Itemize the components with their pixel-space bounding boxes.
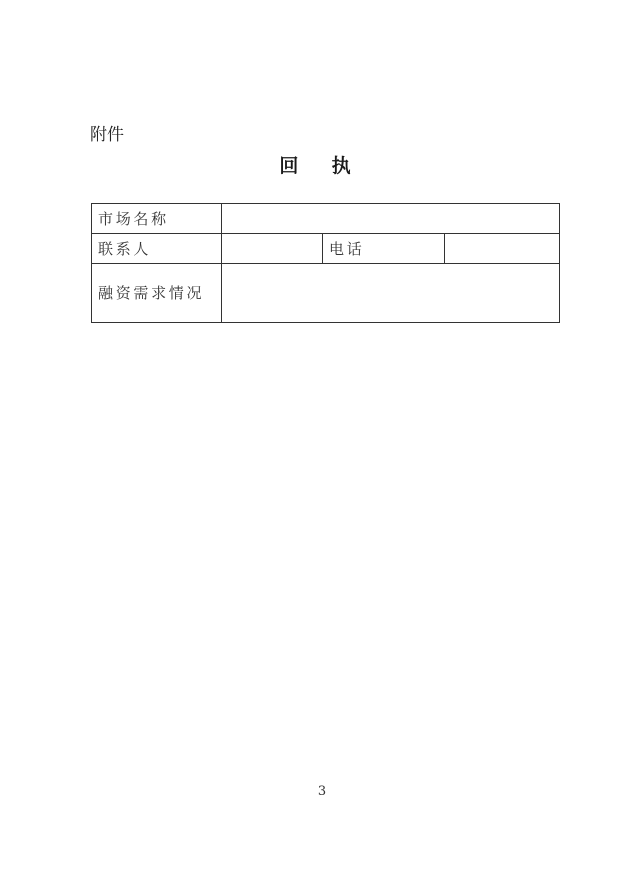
- financing-needs-label: 融资需求情况: [92, 264, 222, 323]
- reply-form-table: [91, 203, 560, 323]
- market-name-field[interactable]: [222, 204, 560, 234]
- market-name-label: 市场名称: [92, 204, 222, 234]
- table-row: [92, 234, 560, 264]
- phone-field[interactable]: [445, 234, 560, 264]
- page-number: 3: [317, 784, 327, 799]
- contact-field[interactable]: [222, 234, 323, 264]
- attachment-label: 附件: [90, 125, 124, 145]
- phone-label: 电话: [323, 234, 445, 264]
- financing-needs-field[interactable]: [222, 264, 560, 323]
- page-title: 回 执: [279, 155, 364, 177]
- contact-label: 联系人: [92, 234, 222, 264]
- table-row: [92, 204, 560, 234]
- table-row: [92, 264, 560, 323]
